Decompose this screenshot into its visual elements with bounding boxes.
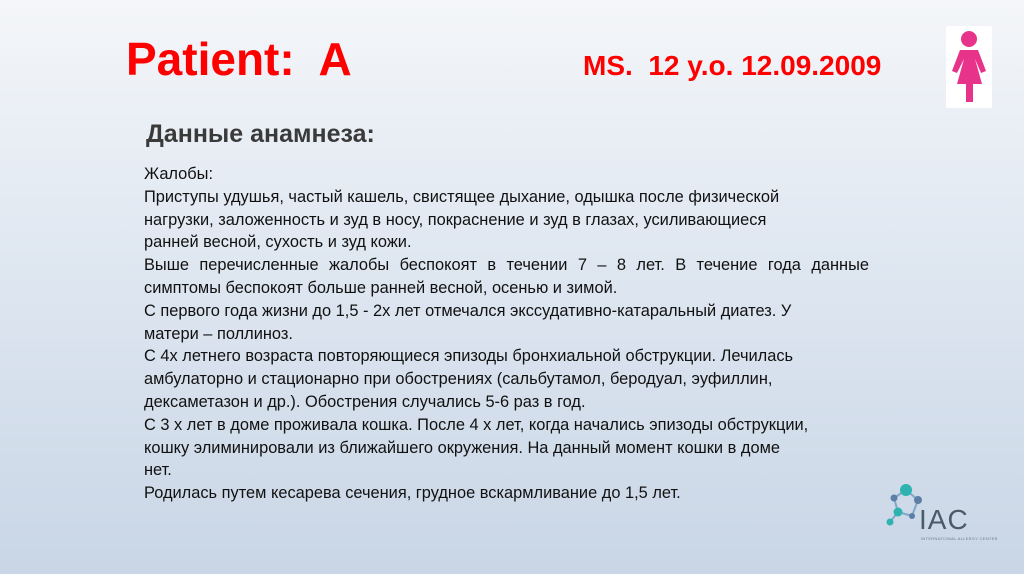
logo-subtext: INTERNATIONAL ALLERGY CENTER [921, 536, 998, 541]
text-line: Приступы удушья, частый кашель, свистящее дыхание, одышка после физической [144, 187, 780, 206]
text-line: Родилась путем кесарева сечения, грудное вскармливание до 1,5 лет. [144, 484, 681, 503]
text-line: Жалобы: [144, 165, 214, 183]
text-line: нет. [144, 461, 172, 480]
anamnesis-text [144, 163, 869, 505]
female-icon [946, 26, 992, 108]
text-line: С 3 х лет в доме проживала кошка. После 4 х лет, когда начались эпизоды обструкции, [144, 415, 809, 434]
text-line: матери – поллиноз. [144, 324, 293, 343]
text-line: симптомы беспокоят больше ранней весной, осенью и зимой. [144, 278, 618, 297]
patient-title: Patient: A [126, 33, 352, 85]
text-line: С первого года жизни до 1,5 - 2х лет отмечался экссудативно-катаральный диатез. У [144, 301, 792, 320]
text-line: нагрузки, заложенность и зуд в носу, покраснение и зуд в глазах, усиливающиеся [144, 210, 767, 229]
text-line: ранней весной, сухость и зуд кожи. [144, 233, 412, 252]
text-line: кошку элиминировали из ближайшего окружения. На данный момент кошки в доме [144, 438, 780, 457]
logo-text: IAC [919, 504, 969, 535]
text-line: дексаметазон и др.). Обострения случались 5-6 раз в год. [144, 392, 586, 411]
text-line: С 4х летнего возраста повторяющиеся эпизоды бронхиальной обструкции. Лечилась [144, 347, 794, 366]
text-line: Выше перечисленные жалобы беспокоят в течении 7 – 8 лет. В течение года данные [144, 256, 869, 275]
patient-info: MS. 12 y.o. 12.09.2009 [583, 50, 882, 81]
section-heading: Данные анамнеза: [146, 120, 375, 148]
text-line: амбулаторно и стационарно при обострениях (сальбутамол, беродуал, эуфиллин, [144, 370, 773, 389]
